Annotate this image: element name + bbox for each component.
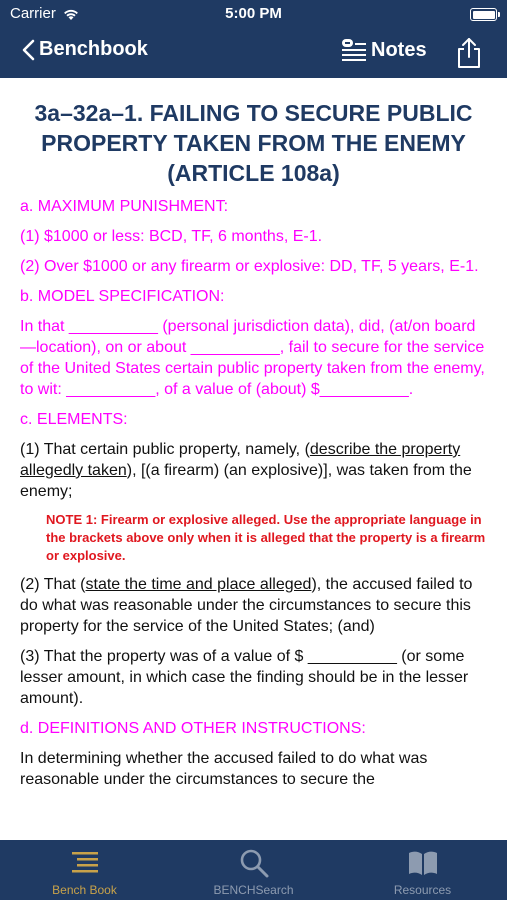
element-1-underlined-text: describe the property allegedly taken xyxy=(20,441,461,479)
definitions-text: In determining whether the accused failed to do what was reasonable under the circumstances to secure the xyxy=(20,750,428,788)
chevron-left-icon xyxy=(22,39,35,61)
element-2 xyxy=(20,574,487,637)
back-button[interactable] xyxy=(22,38,148,61)
tab-resources-label: Resources xyxy=(393,883,452,897)
navigation-bar xyxy=(0,28,507,78)
section-c-heading: c. ELEMENTS: xyxy=(20,411,128,428)
notes-icon xyxy=(340,38,368,62)
article-content[interactable] xyxy=(0,78,507,840)
element-1-text-end: ), [(a firearm) (an explosive)], was taken from the enemy; xyxy=(20,462,472,500)
tab-bench-book[interactable] xyxy=(0,840,169,900)
note-1: NOTE 1: Firearm or explosive alleged. Use the appropriate language in the brackets above only when it is alleged that the property is a firearm or explosive. xyxy=(46,512,486,563)
section-a-heading: a. MAXIMUM PUNISHMENT: xyxy=(20,198,229,215)
search-icon xyxy=(238,847,270,879)
element-2-underlined-text: state the time and place alleged xyxy=(85,576,312,593)
element-1 xyxy=(20,439,487,502)
tab-benchsearch-label: BENCHSearch xyxy=(213,883,294,897)
list-icon xyxy=(69,847,101,879)
punishment-item-1: (1) $1000 or less: BCD, TF, 6 months, E-1. xyxy=(20,228,323,245)
tab-bar xyxy=(0,840,507,900)
element-2-text-start: (2) That ( xyxy=(20,576,86,593)
punishment-item-2: (2) Over $1000 or any firearm or explosive: DD, TF, 5 years, E-1. xyxy=(20,258,479,275)
tab-bench-book-label: Bench Book xyxy=(52,883,117,897)
battery-icon xyxy=(470,8,497,21)
tab-benchsearch[interactable] xyxy=(169,840,338,900)
element-2-text-end: ), the accused failed to do what was reasonable under the circumstances to secure this property for the service of the United States; (and) xyxy=(20,576,473,635)
share-icon[interactable] xyxy=(455,37,483,69)
article-title: 3a–32a–1. FAILING TO SECURE PUBLIC PROPERTY TAKEN FROM THE ENEMY (ARTICLE 108a) xyxy=(34,100,473,186)
section-b-heading: b. MODEL SPECIFICATION: xyxy=(20,288,225,305)
notes-button-label: Notes xyxy=(371,38,427,61)
element-1-text-start: (1) That certain public property, namely, ( xyxy=(20,441,310,458)
section-d-heading: d. DEFINITIONS AND OTHER INSTRUCTIONS: xyxy=(20,720,366,737)
element-3: (3) That the property was of a value of $ __________ (or some lesser amount, in which case the finding should be in the lesser amount). xyxy=(20,648,469,707)
book-icon xyxy=(407,847,439,879)
notes-button[interactable] xyxy=(340,38,427,62)
back-button-label: Benchbook xyxy=(39,38,148,60)
carrier-label: Carrier xyxy=(10,5,56,22)
status-bar xyxy=(0,0,507,28)
clock: 5:00 PM xyxy=(225,5,282,22)
tab-resources[interactable] xyxy=(338,840,507,900)
model-specification-text: In that __________ (personal jurisdiction data), did, (at/on board—location), on or about __________, fail to secure for the service of the United States certain public property taken from the enemy, to wit: __________, of a value of (about) $__________. xyxy=(20,318,485,398)
